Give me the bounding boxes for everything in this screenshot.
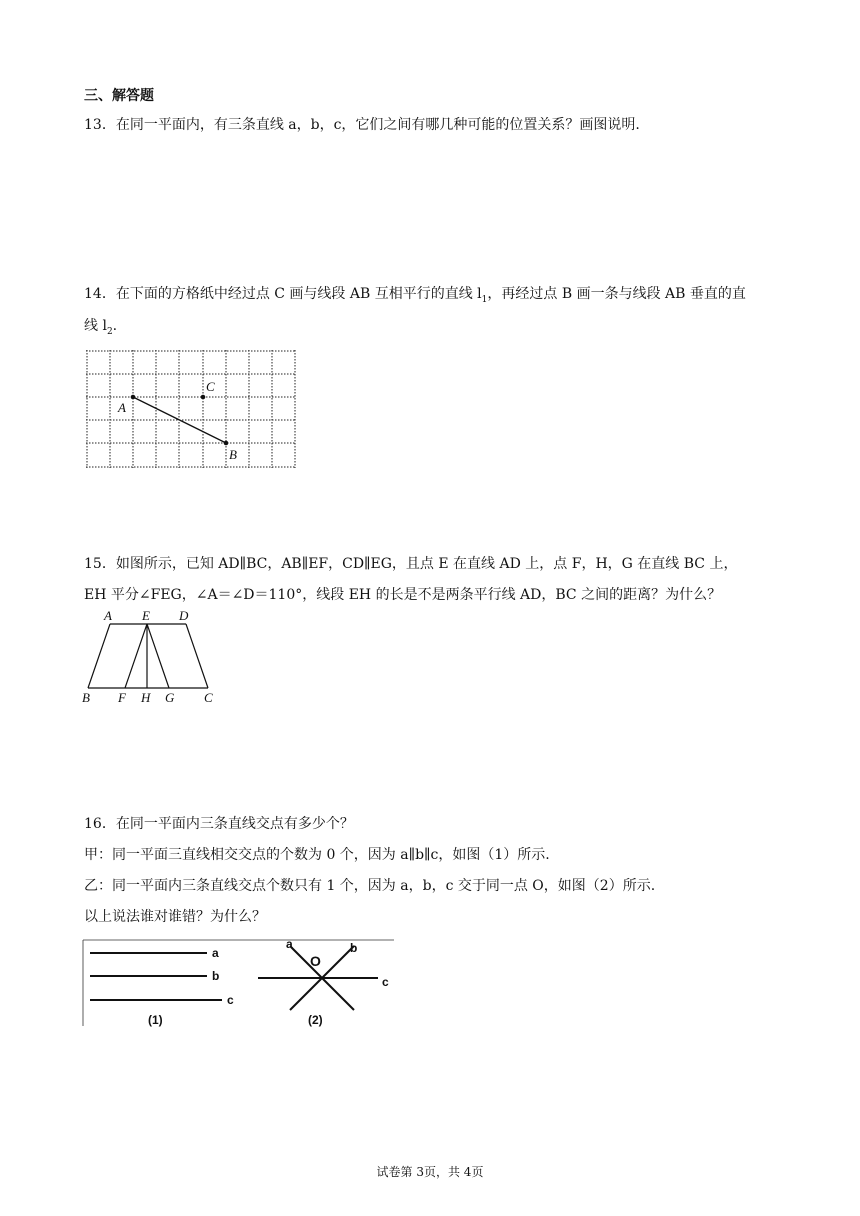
question-14-line-2: 线 $l_2$. [84, 318, 118, 337]
label-c: c [227, 993, 234, 1007]
label-a: A [104, 608, 112, 623]
page-footer: 试卷第 3页，共 4页 [376, 1165, 484, 1179]
label-f: F [118, 690, 126, 705]
label-c: C [206, 379, 215, 394]
label-b: B [82, 690, 90, 705]
label-o: O [310, 953, 321, 969]
question-16-line-3: 乙：同一平面内三条直线交点个数只有 1 个，因为 a，b，c 交于同一点 O，如图（2）所示. [84, 878, 656, 894]
point-b [224, 441, 229, 446]
grid-figure [86, 350, 298, 470]
label-a: A [118, 400, 126, 415]
label-b: b [212, 969, 220, 983]
trapezoid-figure [80, 608, 230, 708]
label-c: c [382, 975, 389, 989]
label-a: a [286, 937, 293, 951]
parallel-lines-figure [82, 938, 242, 1028]
label-h: H [141, 690, 151, 705]
label-b: B [229, 447, 237, 462]
question-16-line-1: 16．在同一平面内三条直线交点有多少个？ [84, 816, 354, 832]
label-b: b [350, 941, 358, 955]
question-13: 13．在同一平面内，有三条直线 a，b，c，它们之间有哪几种可能的位置关系？画图说明. [84, 117, 640, 133]
label-d: D [179, 608, 189, 623]
point-a [131, 395, 136, 400]
question-14-line-1: 14．在下面的方格纸中经过点 C 画与线段 AB 互相平行的直线 $l_1$，再经过点 B 画一条与线段 AB 垂直的直 [84, 286, 746, 305]
question-16-line-2: 甲：同一平面三直线相交交点的个数为 0 个，因为 a∥b∥c，如图（1）所示. [84, 847, 550, 863]
question-16-line-4: 以上说法谁对谁错？为什么？ [84, 909, 266, 925]
section-title: 三、解答题 [84, 88, 154, 104]
caption-2: (2) [308, 1013, 323, 1027]
intersecting-lines-figure [242, 938, 402, 1028]
point-c [201, 395, 206, 400]
label-g: G [165, 690, 175, 705]
label-a: a [212, 946, 219, 960]
question-15-line-1: 15．如图所示，已知 AD∥BC，AB∥EF，CD∥EG，且点 E 在直线 AD 上，点 F，H，G 在直线 BC 上， [84, 556, 738, 572]
caption-1: (1) [148, 1013, 163, 1027]
label-e: E [142, 608, 150, 623]
question-15-line-2: EH 平分∠FEG，∠A＝∠D＝110°，线段 EH 的长是不是两条平行线 AD，BC 之间的距离？为什么？ [84, 587, 722, 603]
label-c: C [204, 690, 213, 705]
